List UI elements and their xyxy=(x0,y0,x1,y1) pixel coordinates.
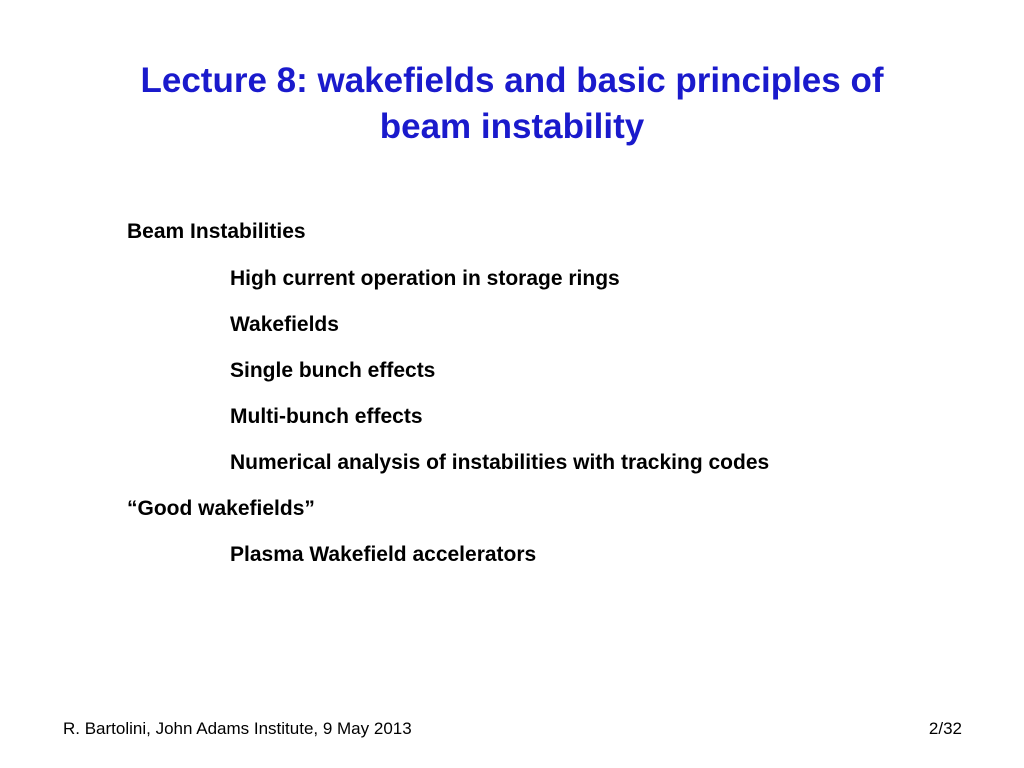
outline-item-good-wakefields: “Good wakefields” xyxy=(127,497,315,520)
outline-item-high-current-operation: High current operation in storage rings xyxy=(230,267,620,290)
outline-item-numerical-analysis: Numerical analysis of instabilities with tracking codes xyxy=(230,451,770,474)
outline-item-beam-instabilities: Beam Instabilities xyxy=(127,220,306,243)
outline-item-single-bunch-effects: Single bunch effects xyxy=(230,359,436,382)
slide-title-line-1: Lecture 8: wakefields and basic principles of xyxy=(140,61,884,100)
slide-title-line-2: beam instability xyxy=(379,107,645,146)
outline-item-plasma-wakefield-accelerators: Plasma Wakefield accelerators xyxy=(230,543,537,566)
footer-page-number: 2/32 xyxy=(928,719,962,738)
outline-item-wakefields: Wakefields xyxy=(230,313,339,336)
footer-author-line: R. Bartolini, John Adams Institute, 9 May 2013 xyxy=(63,719,412,738)
outline-item-multi-bunch-effects: Multi-bunch effects xyxy=(230,405,423,428)
